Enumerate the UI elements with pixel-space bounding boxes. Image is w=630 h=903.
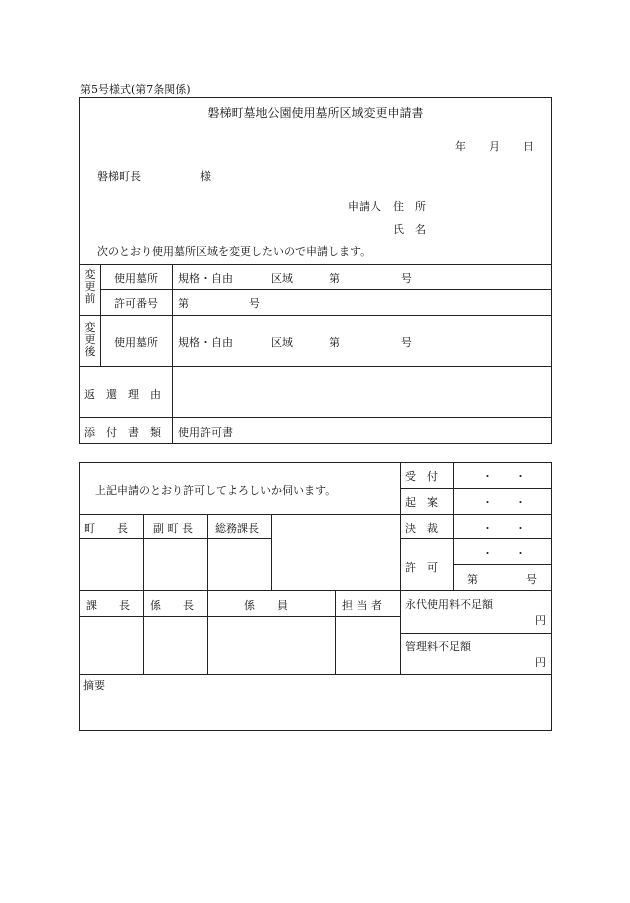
kyoka-date: ・ ・ [482,547,526,560]
kanri-yen: 円 [535,656,546,669]
date-day: 日 [523,140,534,153]
kessai-date: ・ ・ [482,522,526,535]
stamp-header-kakariin: 係 員 [244,599,288,612]
stamp-header-chocho: 町 長 [84,522,128,535]
approval-message: 上記申請のとおり許可してよろしいか伺います。 [95,484,337,497]
form-reference: 第5号様式(第7条関係) [80,83,191,96]
stamp-header-kakaricho: 係 長 [150,599,194,612]
date-month: 月 [489,140,500,153]
stamp-header-tantosha: 担 当 者 [342,599,382,612]
stamp-header-kacho: 課 長 [86,599,130,612]
attachments-label: 添 付 書 類 [84,426,161,439]
after-usage-plot-label: 使用墓所 [114,336,158,349]
uketsuke-label: 受 付 [405,470,438,483]
addressee-name: 磐梯町長 [97,170,141,183]
kyoka-no-label: 第 [467,573,478,586]
after-no-label: 第 [329,336,340,349]
applicant-name-label: 氏 名 [393,223,426,236]
kessai-label: 決 裁 [405,522,438,535]
before-go-label: 号 [401,272,412,285]
memo-label: 摘要 [83,679,105,692]
form-title: 磐梯町墓地公園使用墓所区域変更申請書 [207,106,424,120]
eidai-yen: 円 [535,614,546,627]
before-no-label: 第 [329,272,340,285]
addressee-honorific: 様 [200,170,211,183]
stamp-header-somukacho: 総務課長 [215,522,259,535]
before-permit-number-label: 許可番号 [114,297,158,310]
request-text: 次のとおり使用墓所区域を変更したいので申請します。 [97,245,372,258]
before-permit-no: 第 [178,297,189,310]
before-area-label: 区域 [271,272,293,285]
attachments-value: 使用許可書 [178,426,233,439]
applicant-address-label: 住 所 [393,200,426,213]
kian-label: 起 案 [405,496,438,509]
return-reason-label: 返 還 理 由 [84,388,161,401]
kian-date: ・ ・ [482,496,526,509]
before-permit-go: 号 [249,297,260,310]
before-usage-plot-label: 使用墓所 [114,272,158,285]
kyoka-label: 許 可 [405,561,438,574]
after-side-label: 変更後 [84,321,96,358]
kanri-shortfall-label: 管理料不足額 [405,640,471,653]
stamp-header-fukuchocho: 副 町 長 [153,522,193,535]
after-kind: 規格・自由 [178,336,233,349]
date-year: 年 [455,140,466,153]
before-side-label: 変更前 [84,268,96,305]
after-go-label: 号 [401,336,412,349]
after-area-label: 区域 [271,336,293,349]
kyoka-go-label: 号 [526,573,537,586]
uketsuke-date: ・ ・ [482,470,526,483]
before-kind: 規格・自由 [178,272,233,285]
eidai-shortfall-label: 永代使用料不足額 [405,598,493,611]
applicant-label: 申請人 [348,200,381,213]
